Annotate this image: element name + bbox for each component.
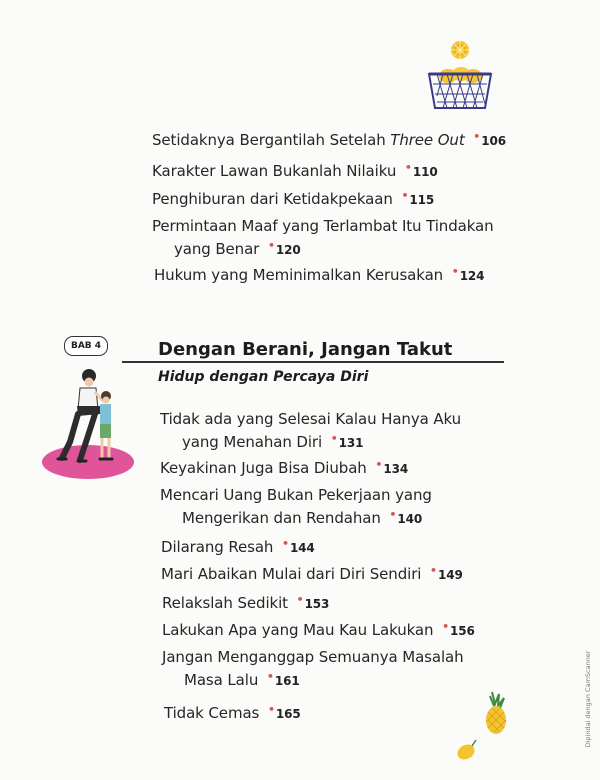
toc-entry (162, 593, 329, 615)
page-number: 144 (289, 541, 315, 555)
camscanner-watermark (578, 640, 594, 770)
toc-entry-title: Dilarang Resah (161, 538, 274, 556)
page-bullet: • (330, 432, 338, 445)
toc-entry-title-cont: Masa Lalu (184, 671, 259, 689)
toc-entry-title: Keyakinan Juga Bisa Diubah (160, 459, 367, 477)
toc-entry-title-cont: yang Benar (174, 240, 260, 258)
toc-entry (152, 130, 506, 152)
toc-entry-title-cont: Mengerikan dan Rendahan (182, 509, 381, 527)
chapter-subtitle: Hidup dengan Percaya Diri (158, 369, 369, 385)
toc-entry (162, 647, 464, 692)
toc-entry-title: Mencari Uang Bukan Pekerjaan yang (160, 486, 432, 504)
page-bullet: • (442, 620, 450, 633)
page-bullet: • (404, 161, 412, 174)
page-number: 153 (304, 597, 330, 611)
toc-entry (164, 703, 301, 725)
toc-entry-title: Permintaan Maaf yang Terlambat Itu Tindakan (152, 217, 494, 235)
watermark-text: Dipindai dengan CamScanner (584, 650, 592, 748)
page-bullet: • (451, 265, 459, 278)
page-bullet: • (473, 130, 481, 143)
page-number: 110 (412, 165, 438, 179)
chapter-divider (122, 361, 504, 363)
toc-entry (161, 564, 463, 586)
toc-entry (152, 161, 438, 183)
page-bullet: • (267, 703, 275, 716)
toc-entry-title: Jangan Menganggap Semuanya Masalah (162, 648, 464, 666)
page-bullet: • (282, 537, 289, 550)
page-bullet: • (296, 593, 304, 606)
toc-entry-title: Hukum yang Meminimalkan Kerusakan (154, 266, 444, 284)
toc-entry-title: Mari Abaikan Mulai dari Diri Sendiri (161, 565, 422, 583)
page-bullet: • (389, 508, 397, 521)
chapter-title: Dengan Berani, Jangan Takut (158, 339, 453, 360)
toc-entry (160, 458, 408, 480)
toc-entry-title: Setidaknya Bergantilah Setelah (152, 131, 391, 149)
page-bullet: • (375, 458, 383, 471)
lemon-basket-illustration (415, 36, 505, 116)
toc-entry-title: Karakter Lawan Bukanlah Nilaiku (152, 162, 397, 180)
toc-entry (160, 485, 432, 530)
page-number: 124 (459, 269, 485, 283)
page-number: 131 (338, 436, 364, 450)
toc-entry (162, 620, 475, 642)
toc-entry (152, 216, 494, 261)
page-number: 161 (274, 674, 300, 688)
toc-entry-title: Lakukan Apa yang Mau Kau Lakukan (162, 621, 434, 639)
toc-entry (152, 189, 434, 211)
toc-entry-title: Relakslah Sedikit (162, 594, 288, 612)
toc-entry (160, 409, 461, 454)
toc-entry-title: Penghiburan dari Ketidakpekaan (152, 190, 393, 208)
page-bullet: • (266, 670, 274, 683)
toc-entry-title: Tidak Cemas (164, 704, 260, 722)
page-number: 156 (450, 624, 475, 638)
page-number: 115 (409, 193, 435, 207)
page-bullet: • (430, 564, 437, 577)
mother-child-illustration (40, 366, 135, 484)
page-bullet: • (401, 189, 409, 202)
page-number: 140 (397, 512, 423, 526)
toc-entry-title-cont: yang Menahan Diri (182, 433, 323, 451)
toc-entry-title-italic: Three Out (390, 131, 465, 149)
toc-entry (161, 537, 315, 559)
chapter-badge: BAB 4 (64, 336, 108, 356)
page-bullet: • (267, 239, 275, 252)
page-number: 165 (275, 707, 301, 721)
page-number: 106 (481, 134, 506, 148)
page-number: 149 (437, 568, 463, 582)
page-number: 120 (275, 243, 301, 257)
pineapple-lemon-illustration (452, 690, 522, 770)
toc-entry (154, 265, 484, 287)
page-number: 134 (383, 462, 409, 476)
toc-entry-title: Tidak ada yang Selesai Kalau Hanya Aku (160, 410, 462, 428)
